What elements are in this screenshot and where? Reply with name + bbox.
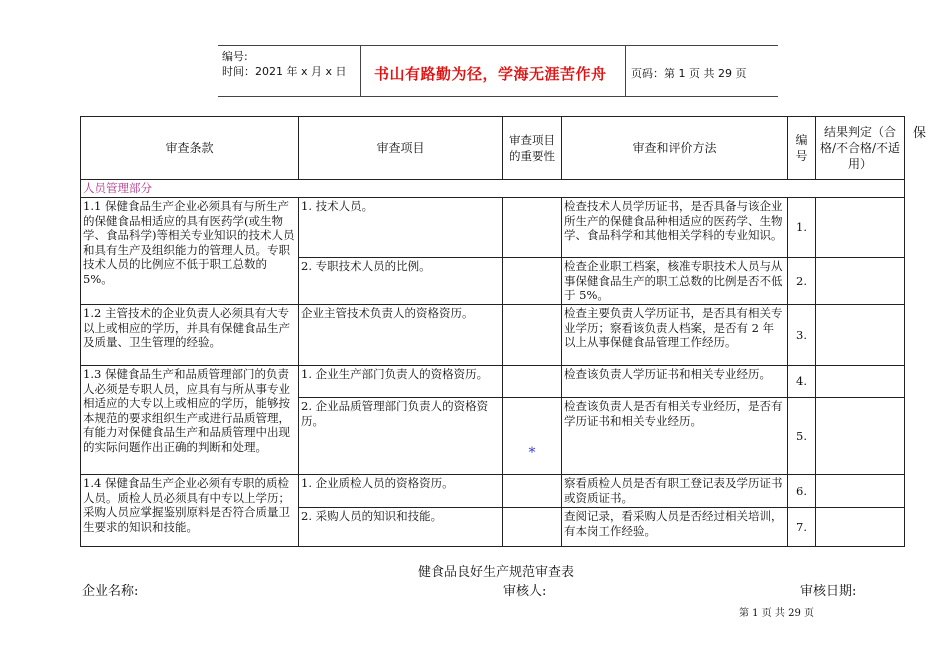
document-number-label: 编号: <box>222 50 248 63</box>
method-cell: 察看质检人员是否有职工登记表及学历证书或资质证书。 <box>562 475 788 508</box>
header-result: 结果判定（合格/不合格/不适用） <box>816 117 905 180</box>
method-cell: 检查主要负责人学历证书，是否具有相关专业学历；察看该负责人档案，是否有 2 年以上从事保健食品管理工作经历。 <box>562 305 788 366</box>
side-character: 保 <box>913 126 927 141</box>
importance-cell <box>503 508 562 547</box>
header-motto: 书山有路勤为径，学海无涯苦作舟 <box>374 65 607 83</box>
result-cell[interactable] <box>816 508 905 547</box>
review-table <box>80 116 905 547</box>
importance-cell <box>503 198 562 258</box>
result-cell[interactable] <box>816 366 905 398</box>
item-cell: 1. 技术人员。 <box>299 198 503 258</box>
header-divider-right <box>625 45 626 97</box>
page-number: 第 1 页 共 29 页 <box>739 608 814 619</box>
company-name-label: 企业名称: <box>82 584 139 599</box>
number-cell: 5. <box>788 398 816 475</box>
clause-cell: 1.4 保健食品生产企业必须有专职的质检人员。质检人员必须具有中专以上学历；采购人员应掌握鉴别原料是否符合质量卫生要求的知识和技能。 <box>81 475 299 547</box>
clause-cell: 1.1 保健食品生产企业必须具有与所生产的保健食品相适应的具有医药学(或生物学、食品科学)等相关专业知识的技术人员和具有生产及组织能力的管理人员。专职技术人员的比例应不低于职工总数的 5%。 <box>81 198 299 305</box>
item-cell: 2. 采购人员的知识和技能。 <box>299 508 503 547</box>
importance-star: * <box>503 398 562 475</box>
item-cell: 2. 专职技术人员的比例。 <box>299 258 503 305</box>
header-bottom-rule <box>218 96 778 97</box>
item-cell: 1. 企业生产部门负责人的资格资历。 <box>299 366 503 398</box>
table-row <box>81 366 905 398</box>
header-item: 审查项目 <box>299 117 503 180</box>
method-cell: 检查技术人员学历证书，是否具备与该企业所生产的保健食品种相适应的医药学、生物学、食品科学和其他相关学科的专业知识。 <box>562 198 788 258</box>
number-cell: 7. <box>788 508 816 547</box>
result-cell[interactable] <box>816 198 905 258</box>
table-row <box>81 198 905 258</box>
result-cell[interactable] <box>816 258 905 305</box>
number-cell: 3. <box>788 305 816 366</box>
method-cell: 查阅记录，看采购人员是否经过相关培训，有本岗工作经验。 <box>562 508 788 547</box>
item-cell: 1. 企业质检人员的资格资历。 <box>299 475 503 508</box>
importance-cell <box>503 305 562 366</box>
header-method: 审查和评价方法 <box>562 117 788 180</box>
clause-cell: 1.3 保健食品生产和品质管理部门的负责人必须是专职人员，应具有与所从事专业相适应的大专以上或相应的学历，能够按本规范的要求组织生产或进行品质管理，有能力对保健食品生产和品质管理中出现的实际问题作出正确的判断和处理。 <box>81 366 299 475</box>
method-cell: 检查该负责人学历证书和相关专业经历。 <box>562 366 788 398</box>
number-cell: 6. <box>788 475 816 508</box>
form-title: 健食品良好生产规范审查表 <box>418 565 575 580</box>
review-date-label: 审核日期: <box>800 584 857 599</box>
header-number: 编号 <box>788 117 816 180</box>
table-row <box>81 475 905 508</box>
item-cell: 2. 企业品质管理部门负责人的资格资历。 <box>299 398 503 475</box>
header-page-label: 页码：第 1 页 共 29 页 <box>631 67 747 80</box>
method-cell: 检查该负责人是否有相关专业经历，是否有学历证书和相关专业经历。 <box>562 398 788 475</box>
reviewer-label: 审核人: <box>503 584 547 599</box>
result-cell[interactable] <box>816 475 905 508</box>
number-cell: 2. <box>788 258 816 305</box>
result-cell[interactable] <box>816 398 905 475</box>
header-clause: 审查条款 <box>81 117 299 180</box>
header-top-rule <box>218 45 778 46</box>
importance-cell <box>503 258 562 305</box>
table-row <box>81 305 905 366</box>
result-cell[interactable] <box>816 305 905 366</box>
method-cell: 检查企业职工档案，核准专职技术人员与从事保健食品生产的职工总数的比例是否不低于 5%。 <box>562 258 788 305</box>
number-cell: 1. <box>788 198 816 258</box>
importance-cell <box>503 366 562 398</box>
importance-cell <box>503 475 562 508</box>
header-importance: 审查项目的重要性 <box>503 117 562 180</box>
section-title: 人员管理部分 <box>81 180 905 198</box>
table-header-row <box>81 117 905 180</box>
document-time-label: 时间：2021 年 x 月 x 日 <box>222 65 347 78</box>
clause-cell: 1.2 主管技术的企业负责人必须具有大专以上或相应的学历，并具有保健食品生产及质量、卫生管理的经验。 <box>81 305 299 366</box>
section-row <box>81 180 905 198</box>
number-cell: 4. <box>788 366 816 398</box>
header-divider-left <box>360 45 361 97</box>
item-cell: 企业主管技术负责人的资格资历。 <box>299 305 503 366</box>
